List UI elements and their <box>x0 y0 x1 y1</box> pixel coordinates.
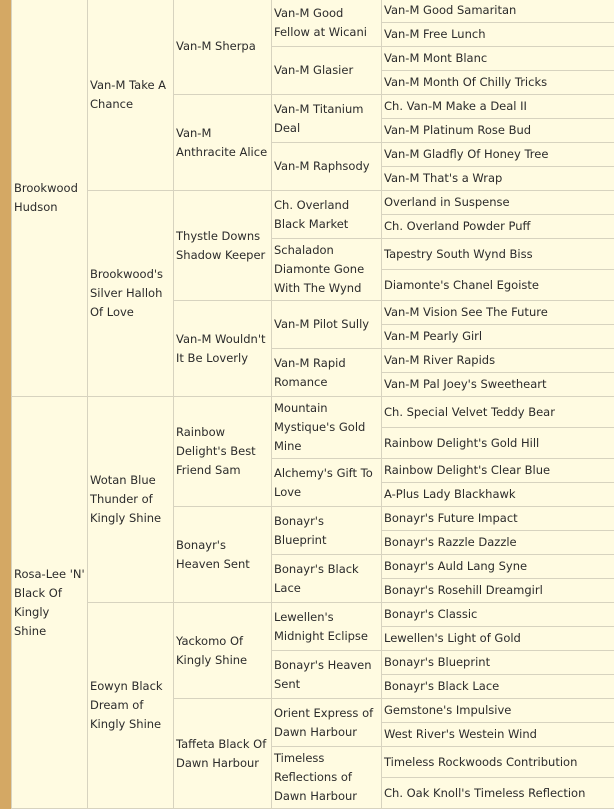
ancestor-g4: Bonayr's Black Lace <box>272 555 382 603</box>
ancestor-g5: Van-M Vision See The Future <box>382 301 614 325</box>
ancestor-g5: Overland in Suspense <box>382 191 614 215</box>
ancestor-g5: Van-M Platinum Rose Bud <box>382 119 614 143</box>
sire-dam-dam: Van-M Wouldn't It Be Loverly <box>174 301 272 397</box>
ancestor-g5: Gemstone's Impulsive <box>382 699 614 723</box>
ancestor-g5: Lewellen's Light of Gold <box>382 627 614 651</box>
ancestor-g4: Van-M Rapid Romance <box>272 349 382 397</box>
ancestor-g5: Van-M Pearly Girl <box>382 325 614 349</box>
ancestor-g5: A-Plus Lady Blackhawk <box>382 483 614 507</box>
dam-dam-sire: Yackomo Of Kingly Shine <box>174 603 272 699</box>
ancestor-g5: Bonayr's Razzle Dazzle <box>382 531 614 555</box>
pedigree-panel <box>11 0 614 809</box>
ancestor-g5: Van-M Month Of Chilly Tricks <box>382 71 614 95</box>
sire: Brookwood Hudson <box>12 0 88 397</box>
ancestor-g5: Bonayr's Classic <box>382 603 614 627</box>
ancestor-g5: Van-M Good Samaritan <box>382 0 614 23</box>
ancestor-g5: Van-M Free Lunch <box>382 23 614 47</box>
ancestor-g5: Diamonte's Chanel Egoiste <box>382 270 614 301</box>
ancestor-g4: Ch. Overland Black Market <box>272 191 382 239</box>
ancestor-g5: Rainbow Delight's Gold Hill <box>382 428 614 459</box>
ancestor-g4: Van-M Pilot Sully <box>272 301 382 349</box>
ancestor-g5: Ch. Van-M Make a Deal II <box>382 95 614 119</box>
sire-sire-sire: Van-M Sherpa <box>174 0 272 95</box>
ancestor-g5: Bonayr's Black Lace <box>382 675 614 699</box>
sire-sire-dam: Van-M Anthracite Alice <box>174 95 272 191</box>
ancestor-g5: Ch. Overland Powder Puff <box>382 215 614 239</box>
sire-sire: Van-M Take A Chance <box>88 0 174 191</box>
ancestor-g4: Lewellen's Midnight Eclipse <box>272 603 382 651</box>
ancestor-g5: Bonayr's Blueprint <box>382 651 614 675</box>
dam-sire: Wotan Blue Thunder of Kingly Shine <box>88 397 174 603</box>
ancestor-g5: Ch. Oak Knoll's Timeless Reflection <box>382 778 614 809</box>
ancestor-g4: Mountain Mystique's Gold Mine <box>272 397 382 459</box>
dam-sire-sire: Rainbow Delight's Best Friend Sam <box>174 397 272 507</box>
ancestor-g4: Schaladon Diamonte Gone With The Wynd <box>272 239 382 301</box>
dam-dam-dam: Taffeta Black Of Dawn Harbour <box>174 699 272 809</box>
ancestor-g4: Timeless Reflections of Dawn Harbour <box>272 747 382 809</box>
ancestor-g4: Van-M Titanium Deal <box>272 95 382 143</box>
ancestor-g5: Tapestry South Wynd Biss <box>382 239 614 270</box>
ancestor-g5: West River's Westein Wind <box>382 723 614 747</box>
sire-dam-sire: Thystle Downs Shadow Keeper <box>174 191 272 301</box>
ancestor-g5: Van-M River Rapids <box>382 349 614 373</box>
ancestor-g4: Orient Express of Dawn Harbour <box>272 699 382 747</box>
ancestor-g4: Alchemy's Gift To Love <box>272 459 382 507</box>
ancestor-g5: Bonayr's Future Impact <box>382 507 614 531</box>
ancestor-g5: Bonayr's Rosehill Dreamgirl <box>382 579 614 603</box>
ancestor-g4: Van-M Glasier <box>272 47 382 95</box>
pedigree-table <box>11 0 614 809</box>
dam-dam: Eowyn Black Dream of Kingly Shine <box>88 603 174 809</box>
dam-sire-dam: Bonayr's Heaven Sent <box>174 507 272 603</box>
ancestor-g4: Van-M Raphsody <box>272 143 382 191</box>
ancestor-g4: Bonayr's Blueprint <box>272 507 382 555</box>
dam: Rosa-Lee 'N' Black Of Kingly Shine <box>12 397 88 809</box>
ancestor-g5: Rainbow Delight's Clear Blue <box>382 459 614 483</box>
sire-dam: Brookwood's Silver Halloh Of Love <box>88 191 174 397</box>
ancestor-g4: Bonayr's Heaven Sent <box>272 651 382 699</box>
ancestor-g5: Van-M Gladfly Of Honey Tree <box>382 143 614 167</box>
ancestor-g5: Ch. Special Velvet Teddy Bear <box>382 397 614 428</box>
ancestor-g5: Van-M That's a Wrap <box>382 167 614 191</box>
ancestor-g5: Van-M Pal Joey's Sweetheart <box>382 373 614 397</box>
ancestor-g5: Van-M Mont Blanc <box>382 47 614 71</box>
ancestor-g5: Bonayr's Auld Lang Syne <box>382 555 614 579</box>
ancestor-g5: Timeless Rockwoods Contribution <box>382 747 614 778</box>
ancestor-g4: Van-M Good Fellow at Wicani <box>272 0 382 47</box>
